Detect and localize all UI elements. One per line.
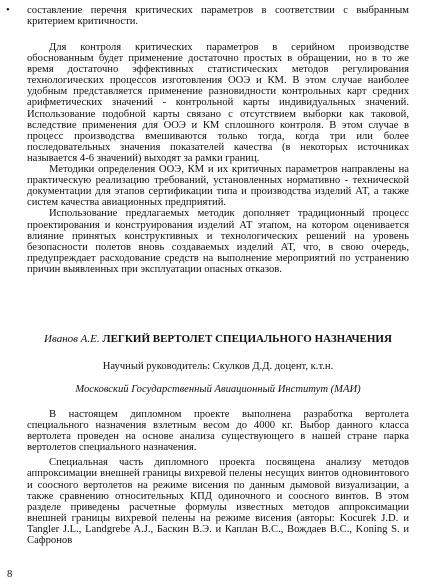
article-author: Иванов А.Е. xyxy=(44,333,100,345)
page-number: 8 xyxy=(7,569,13,580)
paragraph: Специальная часть дипломного проекта посвящена анализу методов аппроксимации внешней границы вихревой пелены несущих винтов одновинтового и соосного вертолетов на режиме висения по данным дымовой визуализации, а также сравнению относительных КПД одиночного и соосного винтов. В этом разделе приведены расчетные формулы известных методов аппроксимации внешней границы вихревой пелены на режиме висения (авторы: Kocurek J.D. и Tangler J.L., Landgrebe A.J., Баскин В.Э. и Каплан В.С., Вождаев В.С., Koning S. и Сафронов xyxy=(27,457,409,547)
article-title: ЛЕГКИЙ ВЕРТОЛЕТ СПЕЦИАЛЬНОГО НАЗНАЧЕНИЯ xyxy=(102,333,392,345)
paragraph: Использование предлагаемых методик дополняет традиционный процесс проектирования и конструирования изделий АТ этапом, на котором оценивается влияние принятых конструктивных и технологических решений на уровень безопасности полетов вновь создаваемых изделий АТ, что, в свою очередь, предупреждает расходование средств на выполнение мероприятий по устранению причин выявленных при эксплуатации опасных отказов. xyxy=(27,208,409,275)
paragraph: Методики определения ООЭ, КМ и их критичных параметров направлены на практическую реализацию требований, установленных нормативно - технической документации для этапов сертификации типа и производства изделий АТ, а также систем качества авиационных предприятий. xyxy=(27,164,409,209)
bullet-text: составление перечня критических параметров в соответствии с выбранным критерием критичности. xyxy=(27,5,409,28)
paragraph: В настоящем дипломном проекте выполнена разработка вертолета специального назначения взлетным весом до 4000 кг. Выбор данного класса вертолета проведен на основе анализа существующего в нашей стране парка вертолетов специального назначения. xyxy=(27,409,409,454)
article-heading xyxy=(27,333,409,346)
top-section xyxy=(27,42,409,275)
supervisor-line: Научный руководитель: Скулков Д.Д. доцент, к.т.н. xyxy=(102,361,334,372)
paragraph: Для контроля критических параметров в серийном производстве обоснованным будет применение достаточно простых в обращении, но в то же время достаточно эффективных статистических методов регулирования технологических процессов изготовления ООЭ и КМ. В этом случае наиболее удобным представляется применение разновидности контрольных карт средних арифметических значений - контрольной карты индивидуальных значений. Использование подобной карты связано с отсутствием выборки как таковой, вследствие применения для ООЭ и КМ сплошного контроля. В этом случае в процесс производства вмешиваются только тогда, когда три или более последовательных значения показателей качества (в некоторых источниках называется 4-6 значений) выходят за рамки границ. xyxy=(27,42,409,164)
bottom-section xyxy=(27,409,409,546)
bullet-icon: • xyxy=(6,5,10,16)
institute-line: Московский Государственный Авиационный Институт (МАИ) xyxy=(75,384,361,395)
bullet-item xyxy=(6,5,409,27)
